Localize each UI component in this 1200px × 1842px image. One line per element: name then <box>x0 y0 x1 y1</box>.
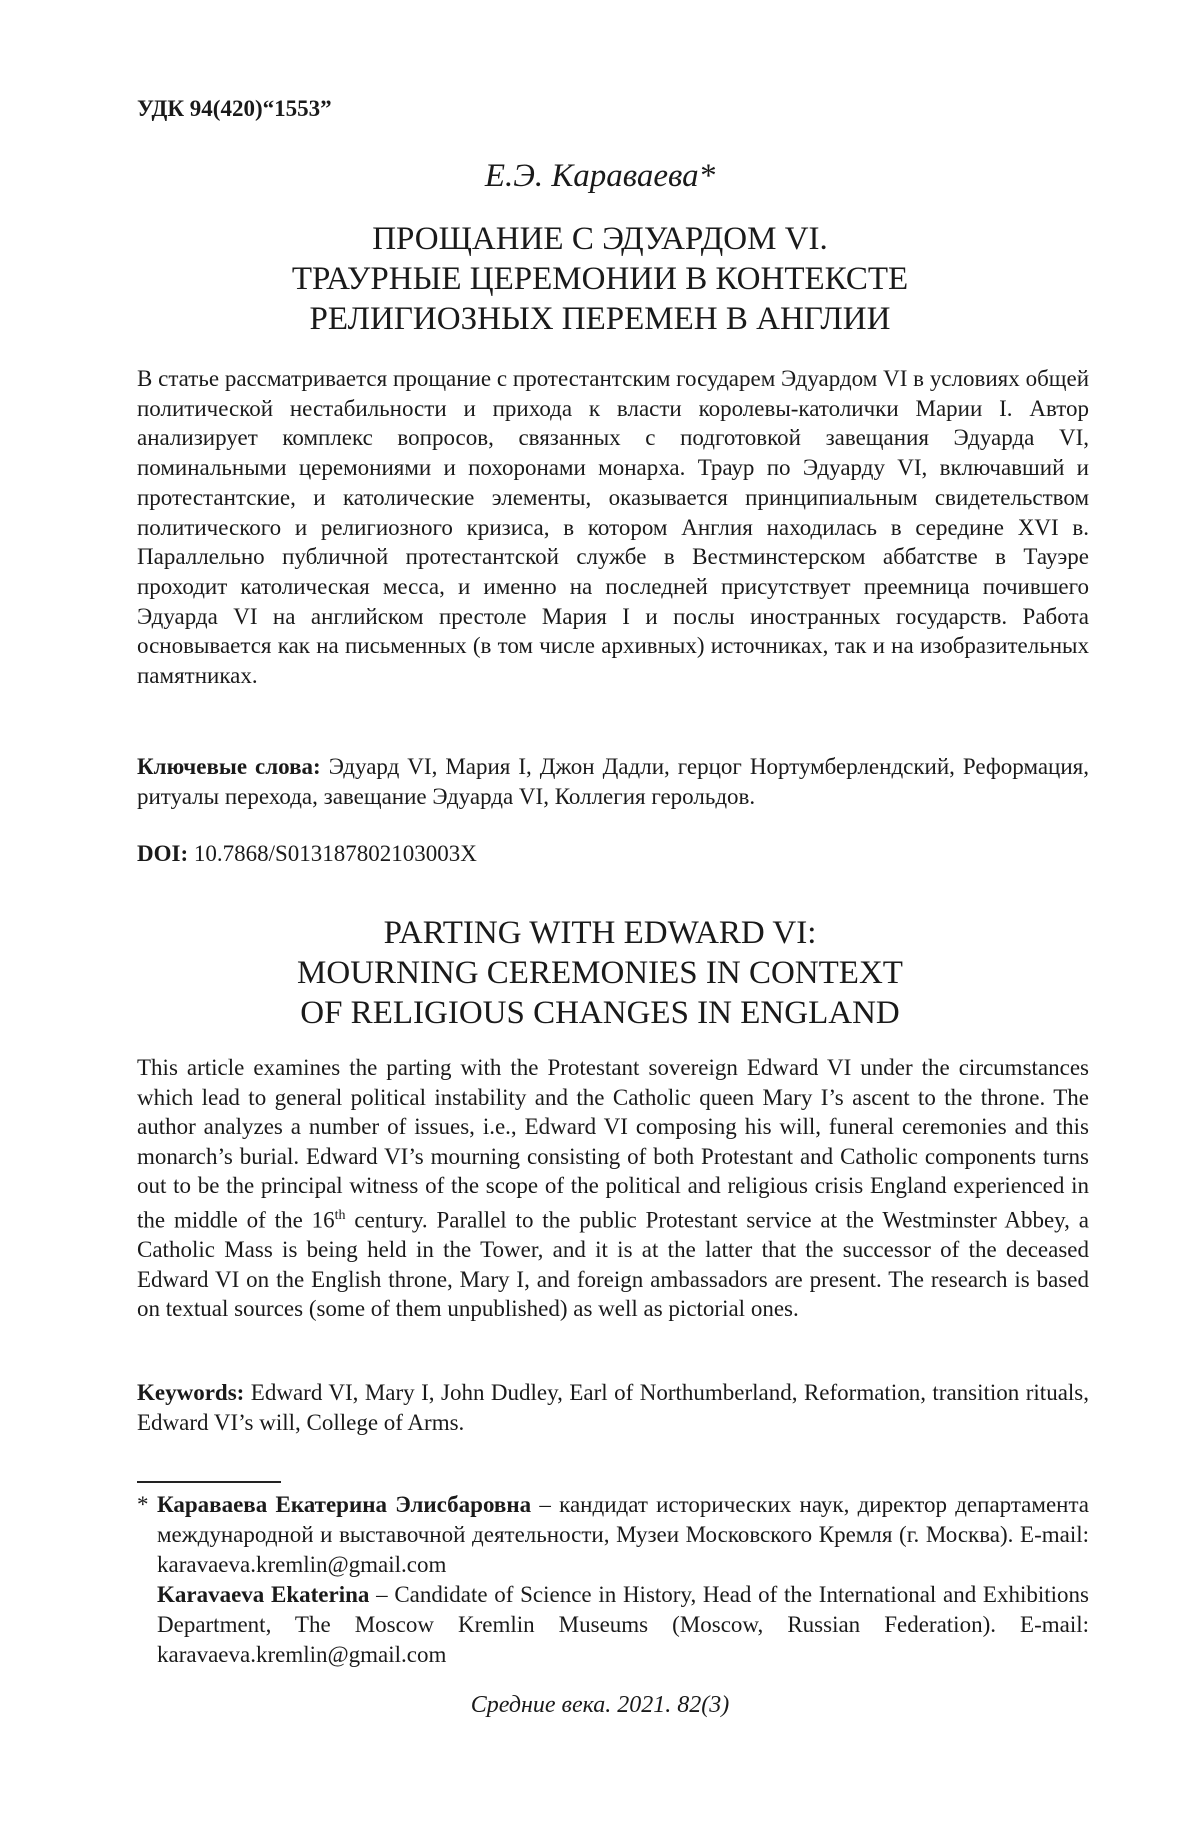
author-affiliation-ru: – кандидат исторических наук, директор департамента международной и выставочной деятельности, Музеи Московского Кремля (г. Москва). E-mail: karavaeva.kremlin@gmail.com <box>157 1492 1090 1577</box>
author-footnote <box>137 1490 1089 1670</box>
author-full-name-ru: Караваева Екатерина Элисбаровна <box>157 1492 532 1517</box>
keywords-label: Keywords: <box>137 1380 245 1405</box>
title-english <box>0 913 1200 1033</box>
keywords-label: Ключевые слова: <box>137 754 321 779</box>
title-line: ПРОЩАНИЕ С ЭДУАРДОМ VI. <box>372 221 828 257</box>
journal-name: Средние века. 2021. 82 <box>470 1692 702 1718</box>
title-line: MOURNING CEREMONIES IN CONTEXT <box>297 955 903 991</box>
abstract-text: century. Parallel to the public Protestant service at the Westminster Abbey, a Catholic Mass is being held in the Tower, and it is at the latter that the successor of the deceased Edward VI on the English throne, Mary I, and foreign ambassadors are present. The research is based on textual sources (some of them unpublished) as well as pictorial ones. <box>137 1207 1089 1322</box>
abstract-russian: В статье рассматривается прощание с протестантским государем Эдуардом VI в условиях общей политической нестабильности и прихода к власти королевы-католички Марии I. Автор анализирует комплекс вопросов, связанных с подготовкой завещания Эдуарда VI, поминальными церемониями и похоронами монарха. Траур по Эдуарду VI, включавший и протестантские, и католические элементы, оказывается принципиальным свидетельством политического и религиозного кризиса, в котором Англия находилась в середине XVI в. Параллельно публичной протестантской службе в Вестминстерском аббатстве в Тауэре проходит католическая месса, и именно на последней присутствует преемница почившего Эдуарда VI на английском престоле Мария I и послы иностранных государств. Работа основывается как на письменных (в том числе архивных) источниках, так и на изобразительных памятниках. <box>137 366 1089 689</box>
author-name: Е.Э. Караваева* <box>484 158 716 194</box>
author-affiliation-en: – Candidate of Science in History, Head of the International and Exhibitions Department, The Moscow Kremlin Museums (Moscow, Russian Federation). E-mail: karavaeva.kremlin@gmail.com <box>157 1582 1089 1667</box>
footnote-russian <box>137 1490 1089 1580</box>
superscript-ordinal: th <box>334 1207 346 1223</box>
footnote-english <box>137 1580 1089 1670</box>
footnote-divider <box>137 1481 281 1483</box>
keywords-english <box>137 1378 1089 1438</box>
title-line: PARTING WITH EDWARD VI: <box>383 915 817 951</box>
doi-label: DOI: <box>137 841 189 866</box>
title-line: РЕЛИГИОЗНЫХ ПЕРЕМЕН В АНГЛИИ <box>309 301 891 337</box>
footnote-body <box>157 1490 1089 1580</box>
title-russian <box>0 219 1200 339</box>
keywords-russian <box>137 752 1089 812</box>
keywords-text: Эдуард VI, Мария I, Джон Дадли, герцог Нортумберлендский, Реформация, ритуалы перехода, завещание Эдуарда VI, Коллегия герольдов. <box>137 754 1089 809</box>
doi-value: 10.7868/S013187802103003X <box>193 841 477 866</box>
abstract-english <box>137 1053 1089 1324</box>
author-full-name-en: Karavaeva Ekaterina <box>157 1582 370 1607</box>
footnote-marker: * <box>137 1492 149 1517</box>
doi <box>137 841 1089 867</box>
udk-code: УДК 94(420)“1553” <box>137 96 332 121</box>
keywords-text: Edward VI, Mary I, John Dudley, Earl of Northumberland, Reformation, transition rituals, Edward VI’s will, College of Arms. <box>137 1380 1090 1435</box>
abstract-text: This article examines the parting with the Protestant sovereign Edward VI under the circumstances which lead to general political instability and the Catholic queen Mary I’s ascent to the throne. The author analyzes a number of issues, i.e., Edward VI composing his will, funeral ceremonies and this monarch’s burial. Edward VI’s mourning consisting of both Protestant and Catholic components turns out to be the principal witness of the scope of the political and religious crisis England experienced in the middle of the 16 <box>137 1055 1089 1233</box>
journal-issue: (3) <box>701 1692 730 1718</box>
title-line: OF RELIGIOUS CHANGES IN ENGLAND <box>300 995 900 1031</box>
journal-citation <box>0 1692 1200 1719</box>
title-line: ТРАУРНЫЕ ЦЕРЕМОНИИ В КОНТЕКСТЕ <box>291 261 909 297</box>
